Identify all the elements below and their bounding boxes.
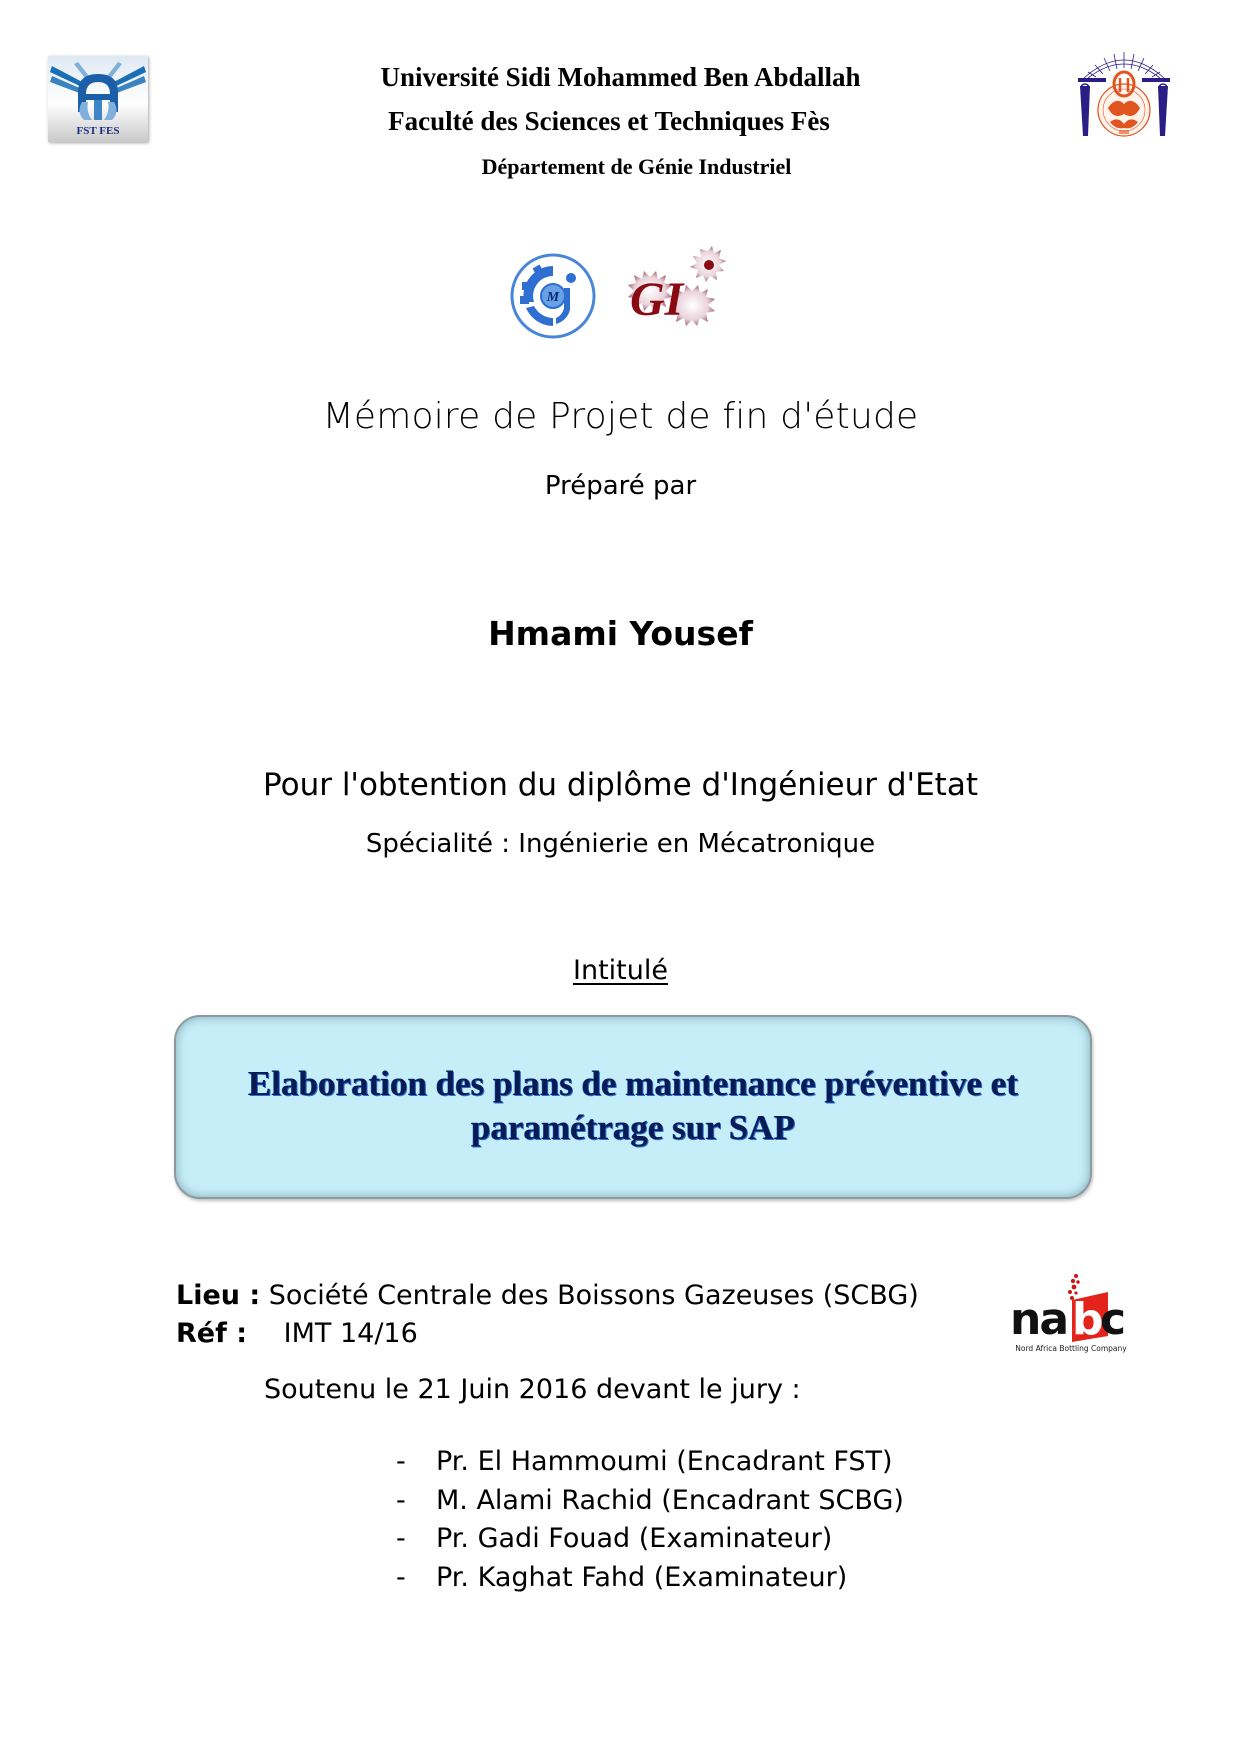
nabc-logo [1010,1272,1132,1354]
author-name: Hmami Yousef [488,614,753,653]
reference-label: Réf : [176,1318,248,1349]
project-title-line-1: Elaboration des plans de maintenance préventive et [248,1064,1018,1103]
jury-member [396,1520,904,1559]
faculty-name: Faculté des Sciences et Techniques Fès [388,106,830,136]
project-title-box [174,1015,1092,1199]
genie-industriel-logo [620,245,735,350]
list-dash: - [396,1561,406,1593]
gear-icon [508,252,598,340]
fst-fes-logo [48,56,148,142]
project-title [203,1062,1063,1150]
usmba-crest-logo [1074,48,1174,144]
svg-text:na: na [1010,1294,1068,1345]
prepared-by-label: Préparé par [544,471,697,501]
location-value: Société Centrale des Boissons Gazeuses (SCBG) [268,1280,919,1311]
university-crest-icon [1074,48,1174,144]
svg-text:FST FES: FST FES [76,125,120,137]
project-title-line-2: paramétrage sur SAP [470,1108,796,1147]
reference-value: IMT 14/16 [283,1318,418,1349]
list-dash: - [396,1484,406,1516]
svg-text:GI: GI [630,273,684,326]
svg-text:M: M [546,290,560,305]
jury-member [396,1482,904,1521]
gi-gears-icon [620,245,735,350]
jury-member-label: Pr. Kaghat Fahd (Examinateur) [436,1561,848,1593]
department-name: Département de Génie Industriel [481,154,792,179]
document-type-title: Mémoire de Projet de fin d'étude [322,396,919,437]
diploma-line: Pour l'obtention du diplôme d'Ingénieur d'Etat [263,767,978,803]
svg-text:c: c [1100,1294,1127,1345]
jury-member-label: Pr. El Hammoumi (Encadrant FST) [436,1446,893,1477]
mecatronique-gear-logo [508,252,598,340]
list-dash: - [396,1446,406,1477]
defense-date-line: Soutenu le 21 Juin 2016 devant le jury : [264,1374,801,1405]
location-label: Lieu : [176,1280,261,1311]
reference-line [176,1318,418,1349]
jury-member [396,1559,904,1598]
jury-list [396,1443,904,1597]
nabc-company-icon [1010,1272,1132,1354]
fst-emblem-icon [48,56,148,142]
jury-member-label: M. Alami Rachid (Encadrant SCBG) [436,1484,904,1516]
speciality-line: Spécialité : Ingénierie en Mécatronique [365,829,876,859]
university-name: Université Sidi Mohammed Ben Abdallah [380,62,861,92]
list-dash: - [396,1523,406,1554]
title-label: Intitulé [573,955,668,986]
jury-member [396,1443,904,1482]
svg-text:b: b [1072,1294,1104,1345]
jury-member-label: Pr. Gadi Fouad (Examinateur) [436,1523,833,1554]
svg-text:Nord Africa Bottling Company: Nord Africa Bottling Company [1015,1344,1127,1353]
location-line [176,1280,919,1311]
